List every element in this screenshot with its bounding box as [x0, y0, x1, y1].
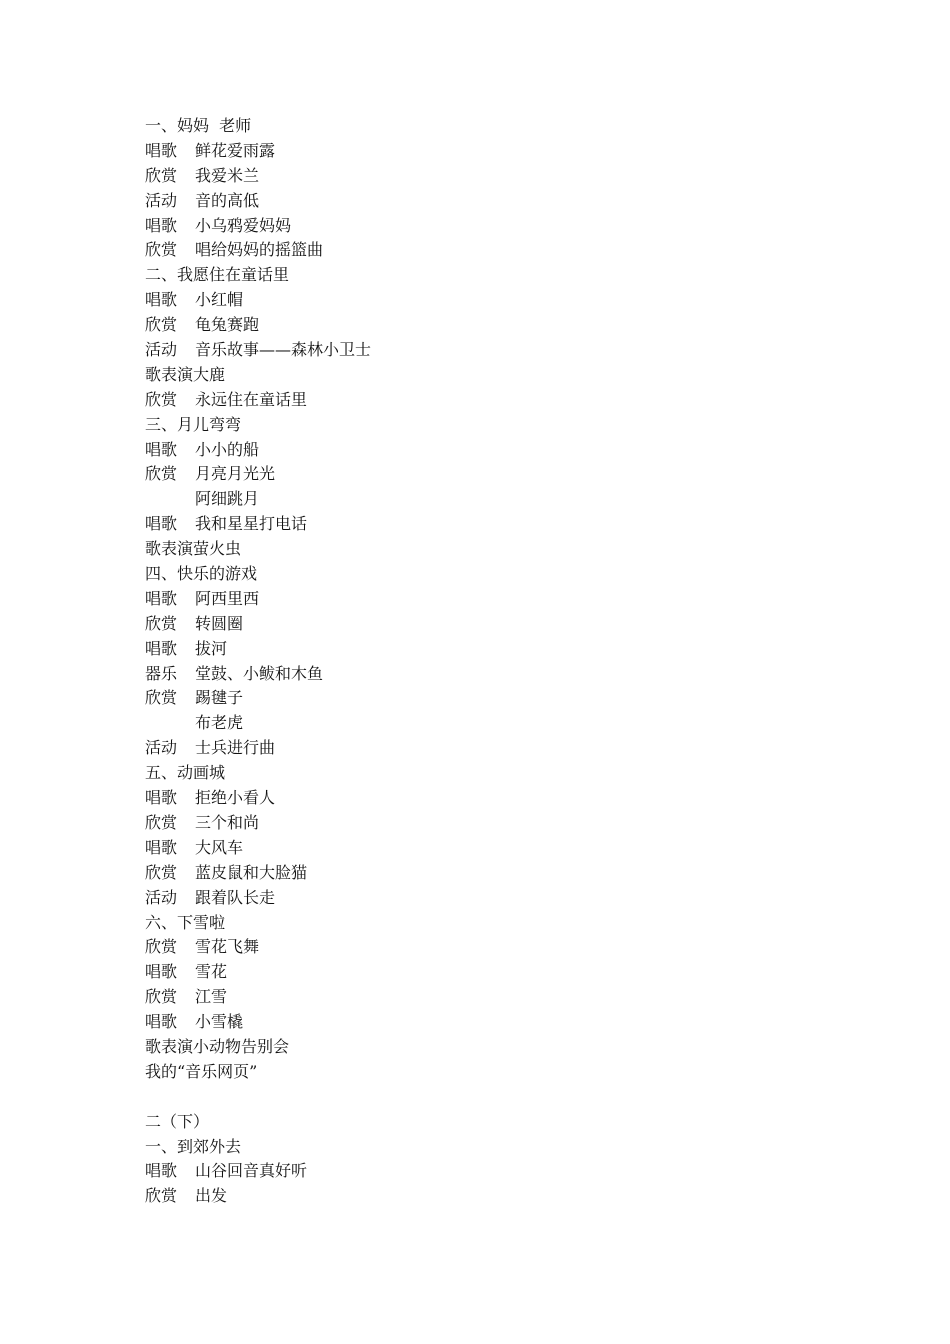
section-heading: 一、到郊外去	[145, 1136, 242, 1156]
item-category: 唱歌	[145, 962, 178, 982]
program-item	[145, 288, 845, 313]
section-heading: 四、快乐的游戏	[145, 564, 258, 584]
item-category: 欣赏	[145, 240, 178, 260]
item-title: 月亮月光光	[195, 464, 276, 484]
program-item	[145, 512, 845, 537]
item-title: 堂鼓、小鲅和木鱼	[195, 663, 324, 683]
program-item	[145, 786, 845, 811]
item-category: 欣赏	[145, 389, 178, 409]
item-category: 唱歌	[145, 1161, 178, 1181]
section-heading: 歌表演小动物告别会	[145, 1036, 290, 1056]
item-title: 小雪橇	[195, 1012, 244, 1032]
item-category: 欣赏	[145, 613, 178, 633]
program-item	[145, 338, 845, 363]
item-category: 唱歌	[145, 788, 178, 808]
item-category: 欣赏	[145, 862, 178, 882]
item-category: 器乐	[145, 663, 178, 683]
item-title: 雪花	[195, 962, 228, 982]
item-title: 我和星星打电话	[195, 514, 308, 534]
item-title: 大风车	[195, 837, 244, 857]
program-item	[145, 985, 845, 1010]
document-body	[145, 114, 845, 1209]
program-item	[145, 736, 845, 761]
program-item	[145, 214, 845, 239]
section-heading: 一、妈妈 老师	[145, 116, 252, 135]
item-title: 龟兔赛跑	[195, 315, 260, 335]
item-title: 唱给妈妈的摇篮曲	[195, 240, 324, 260]
item-title: 阿细跳月	[195, 489, 260, 509]
item-title: 跟着队长走	[195, 887, 276, 907]
program-item	[145, 886, 845, 911]
program-item	[145, 637, 845, 662]
item-title: 永远住在童话里	[195, 389, 308, 409]
blank-line	[145, 1085, 845, 1110]
item-category: 欣赏	[145, 165, 178, 185]
item-title: 踢毽子	[195, 688, 244, 708]
program-item	[145, 662, 845, 687]
item-category: 唱歌	[145, 290, 178, 310]
item-category: 活动	[145, 887, 178, 907]
section-heading: 二（下）	[145, 1111, 210, 1131]
item-category: 唱歌	[145, 140, 178, 160]
program-item	[145, 1159, 845, 1184]
item-category: 活动	[145, 340, 178, 360]
section-heading: 我的“音乐网页”	[145, 1061, 258, 1081]
program-item	[145, 935, 845, 960]
section-heading: 二、我愿住在童话里	[145, 265, 290, 285]
item-title: 我爱米兰	[195, 165, 260, 185]
section-heading: 六、下雪啦	[145, 912, 226, 932]
program-item	[145, 1184, 845, 1209]
program-item	[145, 238, 845, 263]
item-title: 小小的船	[195, 439, 260, 459]
item-category: 唱歌	[145, 638, 178, 658]
item-title: 山谷回音真好听	[195, 1161, 308, 1181]
item-title: 三个和尚	[195, 812, 260, 832]
item-title: 蓝皮鼠和大脸猫	[195, 862, 308, 882]
item-title: 江雪	[195, 987, 228, 1007]
program-item	[145, 612, 845, 637]
section-heading: 五、动画城	[145, 763, 226, 783]
program-subitem	[145, 711, 845, 736]
item-category: 唱歌	[145, 215, 178, 235]
item-category: 欣赏	[145, 688, 178, 708]
item-category: 欣赏	[145, 315, 178, 335]
program-item	[145, 313, 845, 338]
program-item	[145, 139, 845, 164]
program-item	[145, 438, 845, 463]
program-item	[145, 811, 845, 836]
item-title: 拒绝小看人	[195, 788, 276, 808]
program-item	[145, 164, 845, 189]
item-category: 欣赏	[145, 1186, 178, 1206]
item-title: 小红帽	[195, 290, 244, 310]
program-item	[145, 587, 845, 612]
item-title: 士兵进行曲	[195, 738, 276, 758]
program-subitem	[145, 487, 845, 512]
item-category: 唱歌	[145, 439, 178, 459]
item-category: 欣赏	[145, 987, 178, 1007]
item-title: 音的高低	[195, 190, 260, 210]
program-item	[145, 1010, 845, 1035]
item-category: 欣赏	[145, 464, 178, 484]
item-title: 鲜花爱雨露	[195, 140, 276, 160]
section-heading: 歌表演萤火虫	[145, 539, 242, 559]
item-title: 音乐故事——森林小卫士	[195, 340, 372, 360]
program-item	[145, 960, 845, 985]
item-category: 唱歌	[145, 1012, 178, 1032]
item-category: 欣赏	[145, 812, 178, 832]
section-heading: 歌表演大鹿	[145, 364, 226, 384]
item-category: 欣赏	[145, 937, 178, 957]
item-title: 雪花飞舞	[195, 937, 260, 957]
item-category: 唱歌	[145, 514, 178, 534]
item-title: 转圆圈	[195, 613, 244, 633]
item-title: 拔河	[195, 638, 228, 658]
item-title: 布老虎	[195, 713, 244, 733]
item-category: 活动	[145, 738, 178, 758]
program-item	[145, 462, 845, 487]
program-item	[145, 861, 845, 886]
program-item	[145, 189, 845, 214]
program-item	[145, 388, 845, 413]
item-category: 唱歌	[145, 588, 178, 608]
item-title: 阿西里西	[195, 588, 260, 608]
item-category: 唱歌	[145, 837, 178, 857]
program-item	[145, 686, 845, 711]
item-title: 小乌鸦爱妈妈	[195, 215, 292, 235]
section-heading: 三、月儿弯弯	[145, 414, 242, 434]
item-category: 活动	[145, 190, 178, 210]
program-item	[145, 836, 845, 861]
item-title: 出发	[195, 1186, 228, 1206]
